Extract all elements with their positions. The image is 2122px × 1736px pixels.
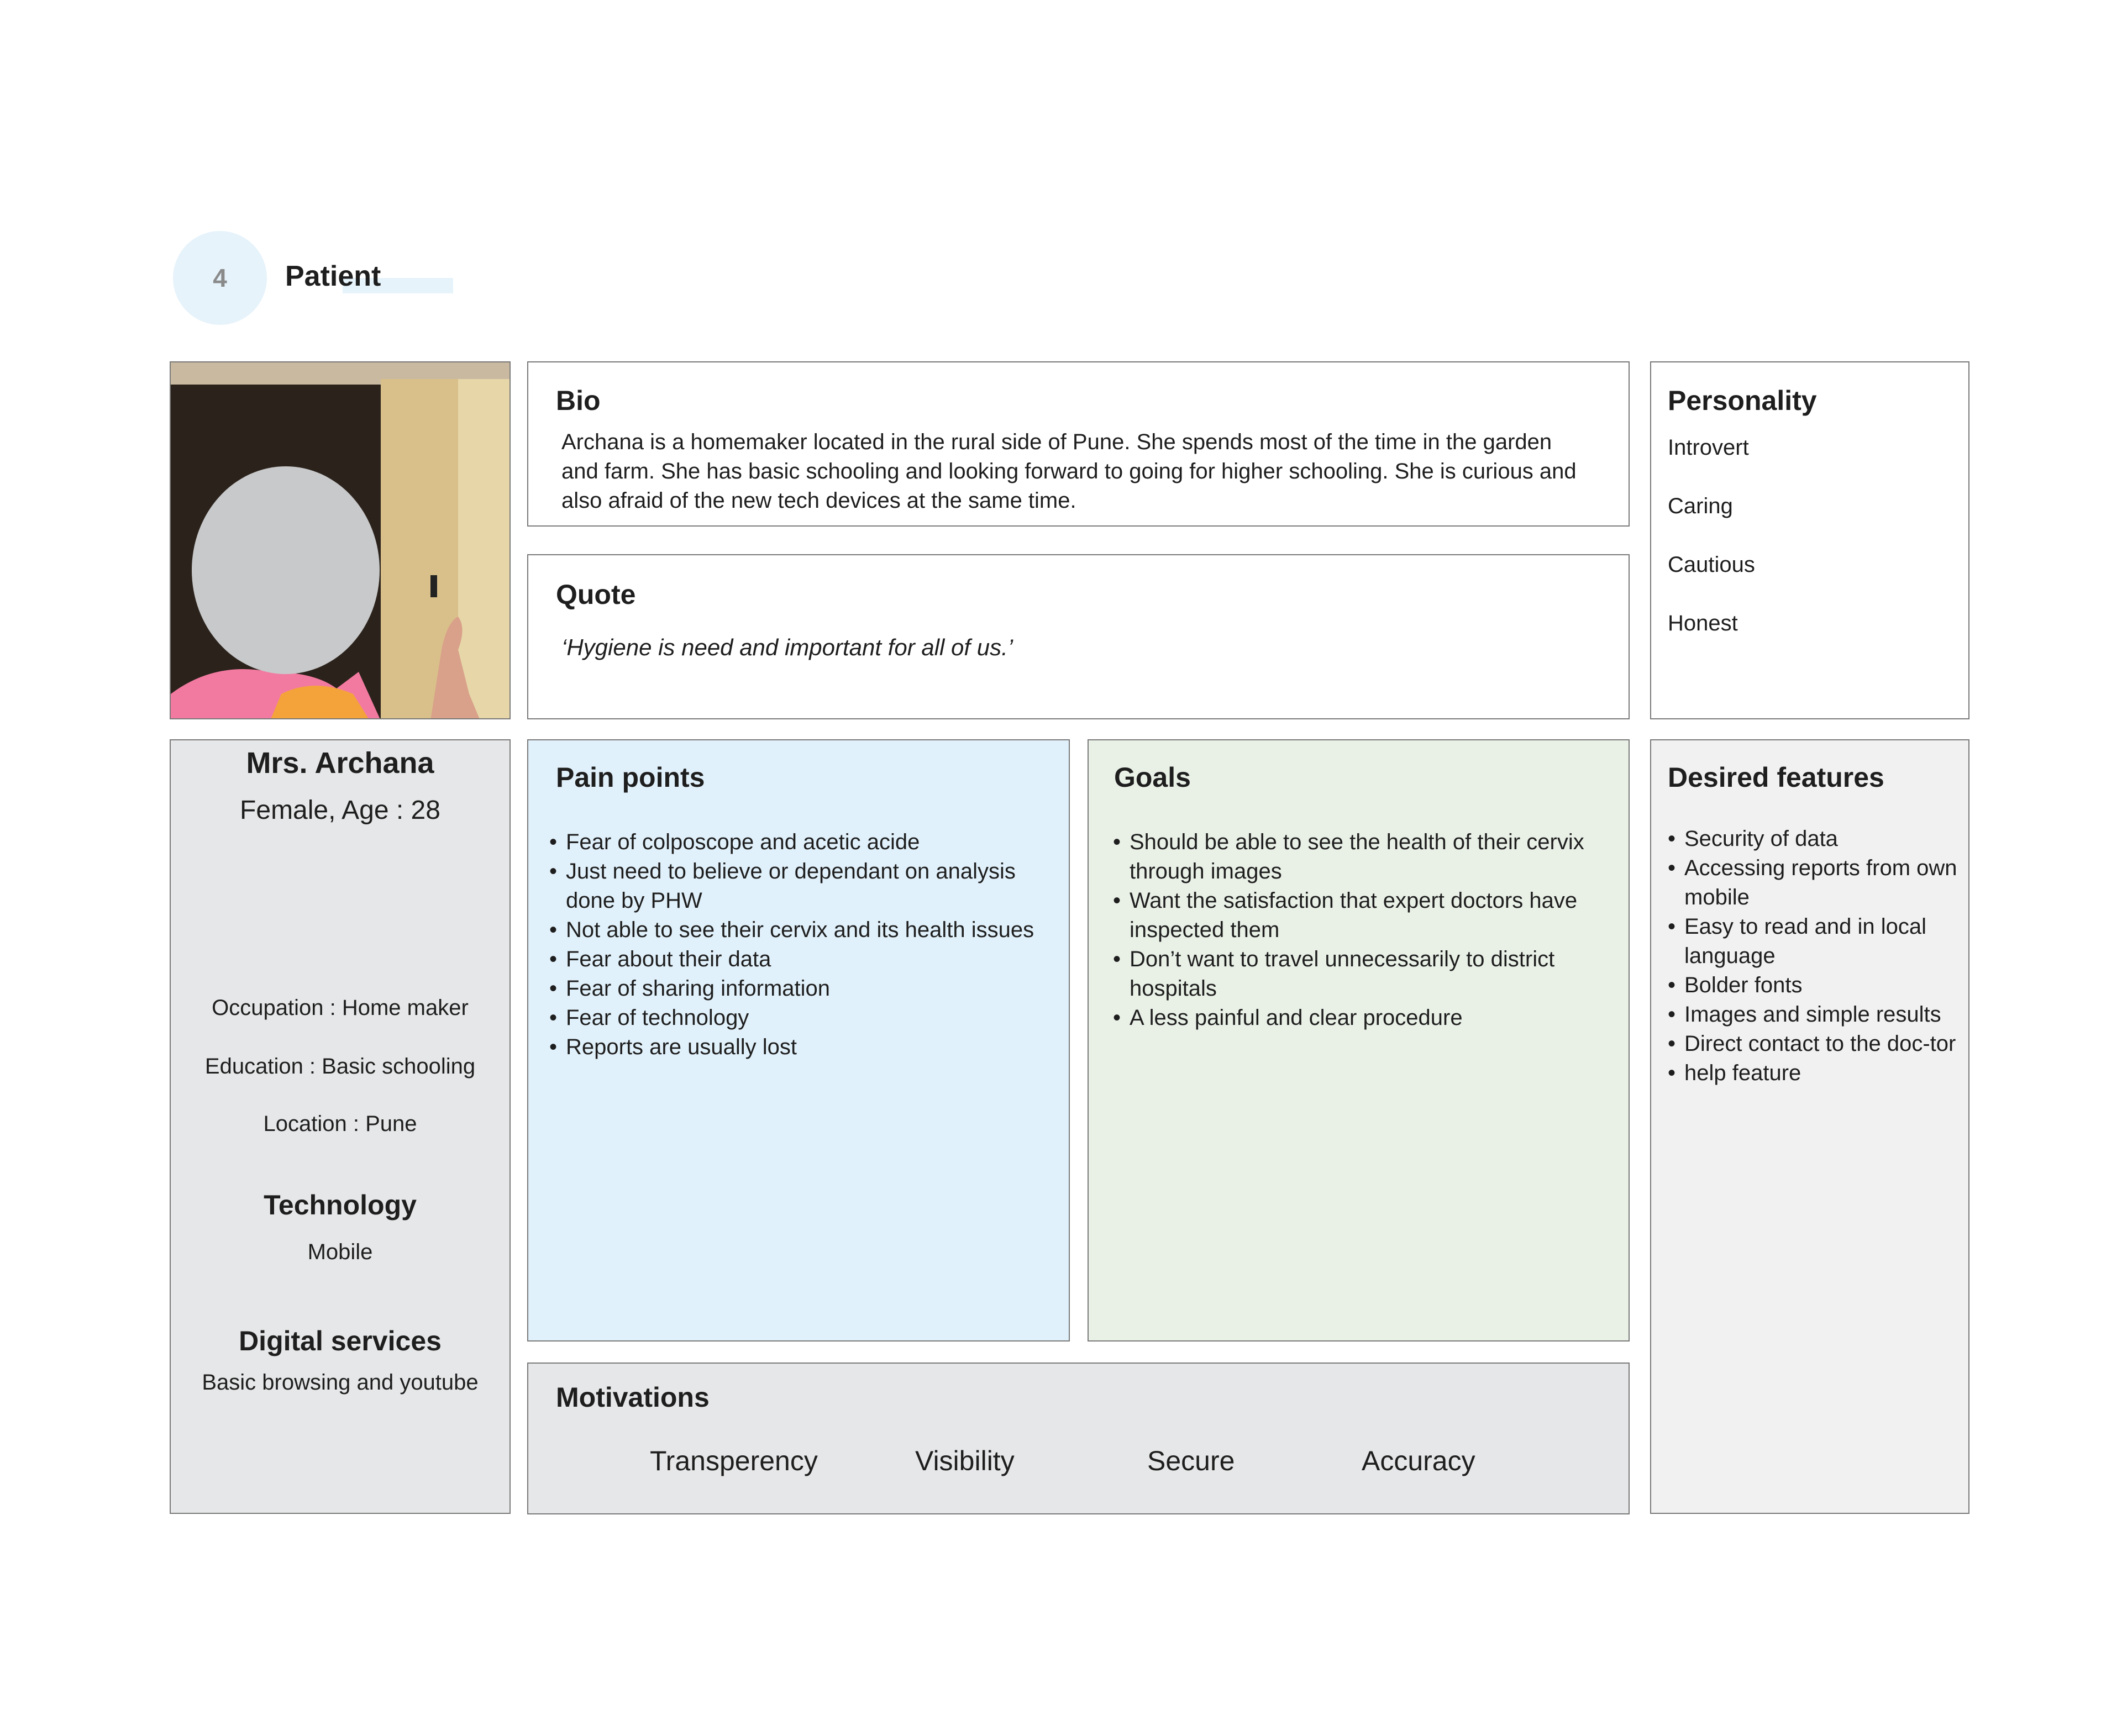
quote-text: ‘Hygiene is need and important for all of us.’ <box>561 634 1013 660</box>
profile-card <box>170 739 511 1514</box>
personality-trait: Honest <box>1668 611 1738 635</box>
pain-points-heading: Pain points <box>556 762 705 793</box>
motivation-item: Accuracy <box>1362 1445 1475 1476</box>
list-item: • A less painful and clear procedure <box>1113 1003 1610 1033</box>
persona-occupation: Occupation : Home maker <box>212 996 469 1020</box>
motivation-item: Transperency <box>650 1445 818 1476</box>
list-item: • Just need to believe or dependant on analysis done by PHW <box>549 857 1058 916</box>
pain-points-card <box>527 739 1070 1342</box>
personality-trait: Introvert <box>1668 435 1749 460</box>
list-item: • Fear about their data <box>549 945 1058 974</box>
list-item: • Direct contact to the doc-tor <box>1668 1029 1961 1059</box>
motivation-item: Visibility <box>915 1445 1015 1476</box>
desired-features-heading: Desired features <box>1668 762 1884 793</box>
persona-photo <box>170 361 511 719</box>
section-number: 4 <box>213 264 227 292</box>
goals-card <box>1088 739 1630 1342</box>
list-item: • Should be able to see the health of their cervix through images <box>1113 828 1610 886</box>
motivation-item: Secure <box>1147 1445 1235 1476</box>
bio-line: Archana is a homemaker located in the rural side of Pune. She spends most of the time in the garden <box>561 430 1552 454</box>
list-item: • Reports are usually lost <box>549 1033 1058 1062</box>
list-item: • Not able to see their cervix and its health issues <box>549 916 1058 945</box>
list-item: • Fear of colposcope and acetic acide <box>549 828 1058 857</box>
bio-heading: Bio <box>556 385 601 416</box>
list-item: • Want the satisfaction that expert doctors have inspected them <box>1113 886 1610 945</box>
list-item: • help feature <box>1668 1059 1961 1088</box>
list-item: • Fear of technology <box>549 1003 1058 1033</box>
section-number-badge <box>173 231 267 325</box>
technology-heading: Technology <box>264 1190 417 1221</box>
desired-features-list <box>1668 824 1961 1088</box>
persona-name: Mrs. Archana <box>246 746 434 780</box>
persona-education: Education : Basic schooling <box>204 1054 476 1079</box>
page-title: Patient <box>285 260 381 292</box>
list-item: • Security of data <box>1668 824 1961 854</box>
list-item: • Don’t want to travel unnecessarily to district hospitals <box>1113 945 1610 1003</box>
list-item: • Images and simple results <box>1668 1000 1961 1029</box>
personality-card <box>1650 361 1969 719</box>
goals-heading: Goals <box>1114 762 1191 793</box>
list-item: • Bolder fonts <box>1668 971 1961 1000</box>
list-item: • Easy to read and in local language <box>1668 912 1961 971</box>
personality-trait: Caring <box>1668 494 1733 518</box>
list-item: • Accessing reports from own mobile <box>1668 854 1961 912</box>
persona-gender-age: Female, Age : 28 <box>240 796 440 825</box>
personality-trait: Cautious <box>1668 553 1755 577</box>
personality-heading: Personality <box>1668 385 1817 416</box>
motivations-heading: Motivations <box>556 1382 710 1413</box>
technology-value: Mobile <box>307 1240 373 1264</box>
quote-heading: Quote <box>556 579 636 610</box>
bio-text <box>561 428 1577 515</box>
list-item: • Fear of sharing information <box>549 974 1058 1003</box>
bio-line: and farm. She has basic schooling and looking forward to going for higher schooling. She is curious and <box>561 459 1577 483</box>
goals-list <box>1113 828 1610 1033</box>
bio-line: also afraid of the new tech devices at the same time. <box>561 488 1076 513</box>
persona-photo-image <box>171 362 511 719</box>
digital-services-value: Basic browsing and youtube <box>202 1370 479 1395</box>
pain-points-list <box>549 828 1058 1062</box>
bio-card <box>527 361 1630 527</box>
digital-services-heading: Digital services <box>239 1325 442 1356</box>
desired-features-card <box>1650 739 1969 1514</box>
motivations-card <box>527 1363 1630 1514</box>
quote-card <box>527 554 1630 719</box>
persona-location: Location : Pune <box>263 1112 417 1136</box>
